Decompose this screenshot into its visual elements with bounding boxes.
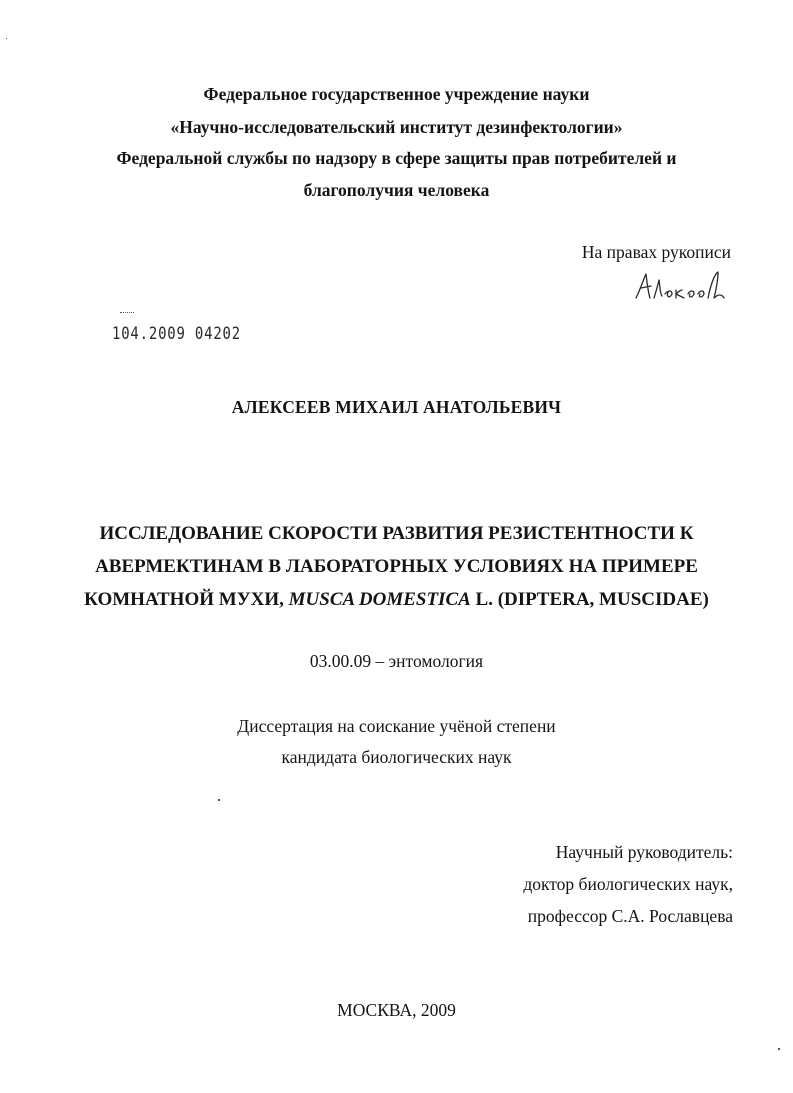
title-species-italic: MUSCA DOMESTICA [288,589,471,610]
title-line-3-suffix: L. (DIPTERA, MUSCIDAE) [470,589,709,610]
degree-line-1: Диссертация на соискание учёной степени [237,716,556,736]
institution-line-3: Федеральной службы по надзору в сфере защиты прав потребителей и [116,148,677,168]
manuscript-note: На правах рукописи [581,242,731,262]
registration-stamp: 104.2009 04202 [112,324,241,344]
degree-line-2: кандидата биологических наук [281,747,512,767]
supervisor-degree: доктор биологических наук, [523,874,733,894]
title-line-2: АВЕРМЕКТИНАМ В ЛАБОРАТОРНЫХ УСЛОВИЯХ НА ПРИМЕРЕ [95,556,698,577]
signature-image [632,268,732,308]
scan-speck [218,799,220,801]
specialty: 03.00.09 – энтомология [309,651,484,671]
institution-line-4: благополучия человека [303,180,490,200]
institution-line-1: Федеральное государственное учреждение науки [203,84,590,104]
scan-speck [778,1048,780,1050]
institution-line-2: «Научно-исследовательский институт дезинфектологии» [170,117,623,137]
scan-speck [6,38,7,39]
title-line-3-prefix: КОМНАТНОЙ МУХИ, [84,589,289,610]
supervisor-name: профессор С.А. Рославцева [527,906,733,926]
supervisor-label: Научный руководитель: [555,842,733,862]
stamp-ticks [120,312,134,316]
title-line-1: ИССЛЕДОВАНИЕ СКОРОСТИ РАЗВИТИЯ РЕЗИСТЕНТНОСТИ К [99,523,694,544]
author-name: АЛЕКСЕЕВ МИХАИЛ АНАТОЛЬЕВИЧ [231,397,562,417]
place-year: МОСКВА, 2009 [337,1000,456,1020]
title-line-3 [0,589,793,611]
